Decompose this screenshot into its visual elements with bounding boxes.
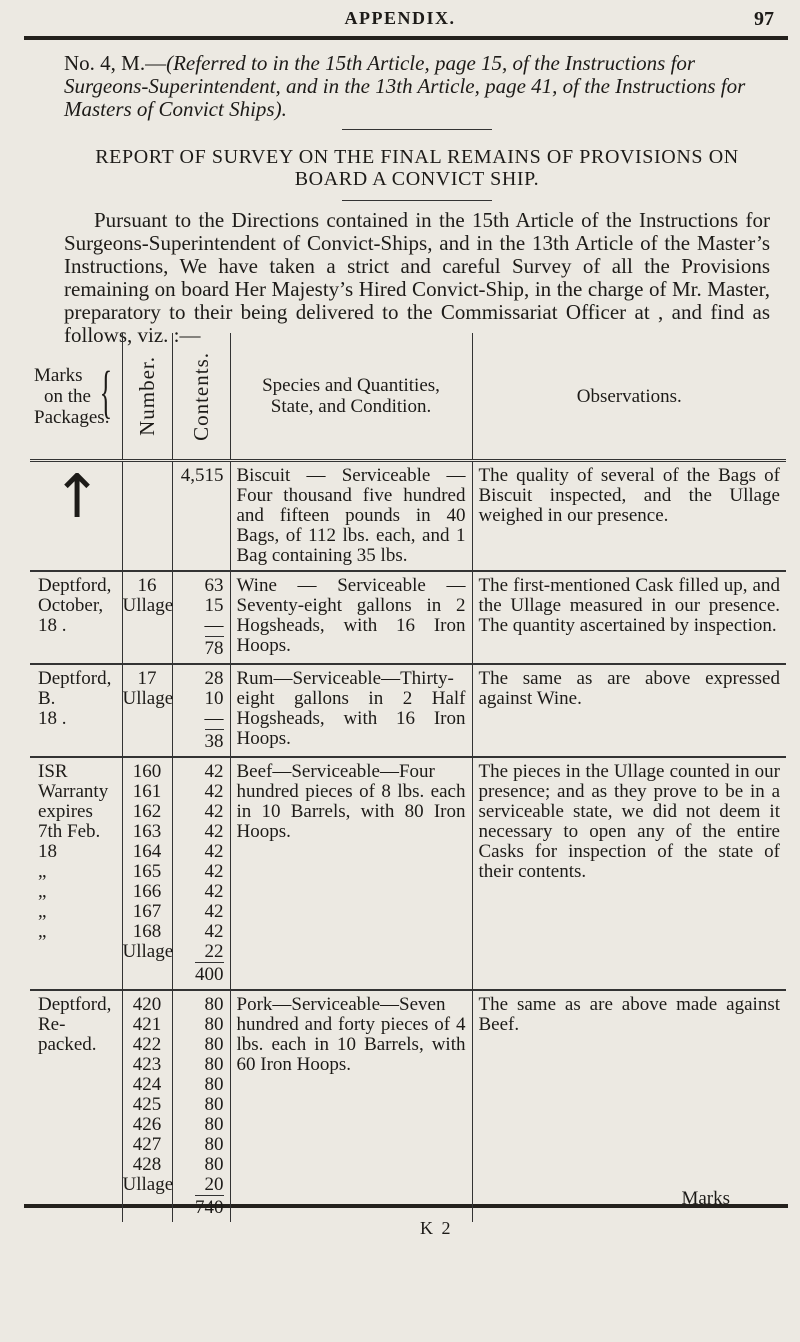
header-marks-line: Packages. [34, 406, 110, 428]
running-head-title: APPENDIX. [344, 8, 456, 28]
cell-contents [172, 757, 230, 990]
marks-line: 18 [38, 841, 57, 862]
number-value: 425 [132, 1094, 162, 1115]
contents-value: 42 [204, 841, 224, 862]
cell-number [122, 990, 172, 1222]
number-value: 424 [132, 1074, 162, 1095]
table-row [30, 664, 786, 757]
marks-line: ISR [38, 761, 68, 782]
contents-value: 80 [204, 1034, 224, 1055]
contents-value: 80 [204, 1054, 224, 1075]
contents-value: 42 [204, 901, 224, 922]
table-header-row [30, 333, 786, 461]
cell-contents [172, 990, 230, 1222]
cell-observations: The first-mentioned Cask filled up, and the Ullage measured in our presence. The quantity ascertained by inspection. [472, 571, 786, 664]
number-value: Ullage [122, 688, 174, 709]
number-value: 167 [132, 901, 162, 922]
catchword: Marks [681, 1188, 730, 1209]
number-value: 161 [132, 781, 162, 802]
contents-value: 42 [204, 801, 224, 822]
contents-value: 80 [204, 1094, 224, 1115]
marks-line: 7th Feb. [38, 821, 101, 842]
number-value: 163 [132, 821, 162, 842]
contents-value: 42 [204, 781, 224, 802]
contents-total: 38 [204, 731, 224, 752]
contents-value: 10 [204, 688, 224, 709]
contents-value: 15 [204, 595, 224, 616]
contents-total: 400 [195, 964, 224, 985]
number-value: Ullage [122, 1174, 174, 1195]
number-value: 164 [132, 841, 162, 862]
number-value [123, 709, 172, 729]
contents-total: 740 [195, 1197, 224, 1218]
number-value: 420 [132, 994, 162, 1015]
marks-line: „ [38, 881, 47, 902]
cell-species: Pork—Serviceable—Seven hundred and forty pieces of 4 lbs. each in 10 Barrels, with 60 Iron Hoops. [230, 990, 472, 1222]
number-value: 16 [137, 575, 157, 596]
table-row [30, 757, 786, 990]
cell-observations: The same as are above made against Beef. [472, 990, 786, 1222]
table-row [30, 990, 786, 1222]
number-value: 423 [132, 1054, 162, 1075]
header-marks [30, 333, 122, 461]
cell-marks [30, 664, 122, 757]
marks-line: Deptford, [38, 994, 112, 1015]
contents-value: 80 [204, 1014, 224, 1035]
contents-value: — [204, 708, 224, 729]
table-row [30, 571, 786, 664]
cell-contents [172, 461, 230, 572]
broad-arrow-icon: ↑ [52, 462, 103, 532]
signature-mark: K 2 [420, 1218, 453, 1238]
number-value: 428 [132, 1154, 162, 1175]
brace-glyph: { [99, 359, 112, 424]
cell-species: Beef—Serviceable—Four hundred pieces of 8 lbs. each in 10 Barrels, with 80 Iron Hoops. [230, 757, 472, 990]
marks-line: 18 . [38, 708, 67, 729]
cell-marks [30, 571, 122, 664]
cell-number [122, 664, 172, 757]
marks-line: „ [38, 901, 47, 922]
marks-line: Warranty [38, 781, 109, 802]
survey-table [30, 333, 786, 1222]
number-value: 427 [132, 1134, 162, 1155]
marks-line: „ [38, 921, 47, 942]
marks-line: B. [38, 688, 56, 709]
number-value: Ullage [122, 595, 174, 616]
cell-number [122, 757, 172, 990]
table-body [30, 461, 786, 1223]
rule-divider [342, 200, 492, 201]
cell-observations: The quality of several of the Bags of Biscuit inspected, and the Ullage weighed in our presence. [472, 461, 786, 572]
cell-species: Wine — Serviceable — Seventy-eight gallons in 2 Hogsheads, with 16 Iron Hoops. [230, 571, 472, 664]
marks-line: „ [38, 861, 47, 882]
marks-line: Re-packed. [38, 1014, 97, 1055]
cell-observations: The pieces in the Ullage counted in our presence; and as they prove to be in a serviceable state, we did not deem it necessary to open any of the entire Casks for inspection of the state of their contents. [472, 757, 786, 990]
contents-value: 80 [204, 1134, 224, 1155]
marks-line: Deptford, [38, 575, 112, 596]
rule-divider [342, 129, 492, 130]
contents-value: 28 [204, 668, 224, 689]
cell-observations: The same as are above expressed against Wine. [472, 664, 786, 757]
number-value: 166 [132, 881, 162, 902]
cell-marks [30, 990, 122, 1222]
header-number: Number. [122, 333, 172, 461]
contents-total: 78 [204, 638, 224, 659]
report-title: REPORT OF SURVEY ON THE FINAL REMAINS OF PROVISIONS ON BOARD A CONVICT SHIP. [95, 146, 739, 190]
preamble-paragraph: Pursuant to the Directions contained in the 15th Article of the Instructions for Surgeons-Superintendent of Convict-Ships, and in the 13th Article of the Master’s Instructions, We have taken a strict and careful Survey of all the Provisions remaining on board Her Majesty’s Hired Convict-Ship, in the charge of Mr. Master, preparatory to their being delivered to the Commissariat Officer at , and find as follows, viz. :— [64, 208, 770, 347]
cell-species: Biscuit — Serviceable — Four thousand five hundred and fifteen pounds in 40 Bags, of 112 lbs. each, and 1 Bag containing 35 lbs. [230, 461, 472, 572]
cell-species: Rum—Serviceable—Thirty-eight gallons in 2 Half Hogsheads, with 16 Iron Hoops. [230, 664, 472, 757]
cell-marks [30, 757, 122, 990]
marks-line: 18 . [38, 615, 67, 636]
contents-value: 80 [204, 994, 224, 1015]
contents-value: 42 [204, 821, 224, 842]
cell-contents [172, 571, 230, 664]
form-number: No. 4, M.— [64, 51, 167, 75]
number-value [123, 466, 172, 486]
number-value: 421 [132, 1014, 162, 1035]
marks-line: expires [38, 801, 93, 822]
number-value: Ullage [122, 941, 174, 962]
number-value: 17 [137, 668, 157, 689]
contents-value: 80 [204, 1074, 224, 1095]
number-value: 422 [132, 1034, 162, 1055]
contents-value: 4,515 [180, 465, 224, 486]
contents-value: 63 [204, 575, 224, 596]
table-row [30, 461, 786, 572]
header-species: Species and Quantities, State, and Condition. [230, 333, 472, 461]
form-reference [64, 52, 770, 121]
contents-value: 80 [204, 1114, 224, 1135]
header-marks-line: Marks [34, 364, 83, 386]
number-value: 160 [132, 761, 162, 782]
marks-line: October, [38, 595, 104, 616]
header-marks-line: on the [44, 385, 91, 407]
contents-value: 42 [204, 761, 224, 782]
cell-marks [30, 461, 122, 572]
contents-value: 42 [204, 881, 224, 902]
contents-value: 80 [204, 1154, 224, 1175]
page-number: 97 [754, 8, 774, 30]
number-value [123, 616, 172, 636]
number-value: 168 [132, 921, 162, 942]
number-value: 165 [132, 861, 162, 882]
form-reference-text: (Referred to in the 15th Article, page 15, of the Instructions for Surgeons-Superintendent, and in the 13th Article, page 41, of the Instructions for Masters of Convict Ships). [64, 51, 746, 121]
intro-block [64, 52, 770, 347]
cell-contents [172, 664, 230, 757]
number-value: 162 [132, 801, 162, 822]
running-head [0, 8, 800, 32]
cell-number [122, 461, 172, 572]
contents-value: 42 [204, 861, 224, 882]
marks-line: Deptford, [38, 668, 112, 689]
contents-value: 42 [204, 921, 224, 942]
contents-value: — [204, 615, 224, 636]
header-observations: Observations. [472, 333, 786, 461]
number-value: 426 [132, 1114, 162, 1135]
cell-number [122, 571, 172, 664]
header-contents: Contents. [172, 333, 230, 461]
contents-value: 20 [204, 1174, 224, 1195]
contents-value: 22 [204, 941, 224, 962]
